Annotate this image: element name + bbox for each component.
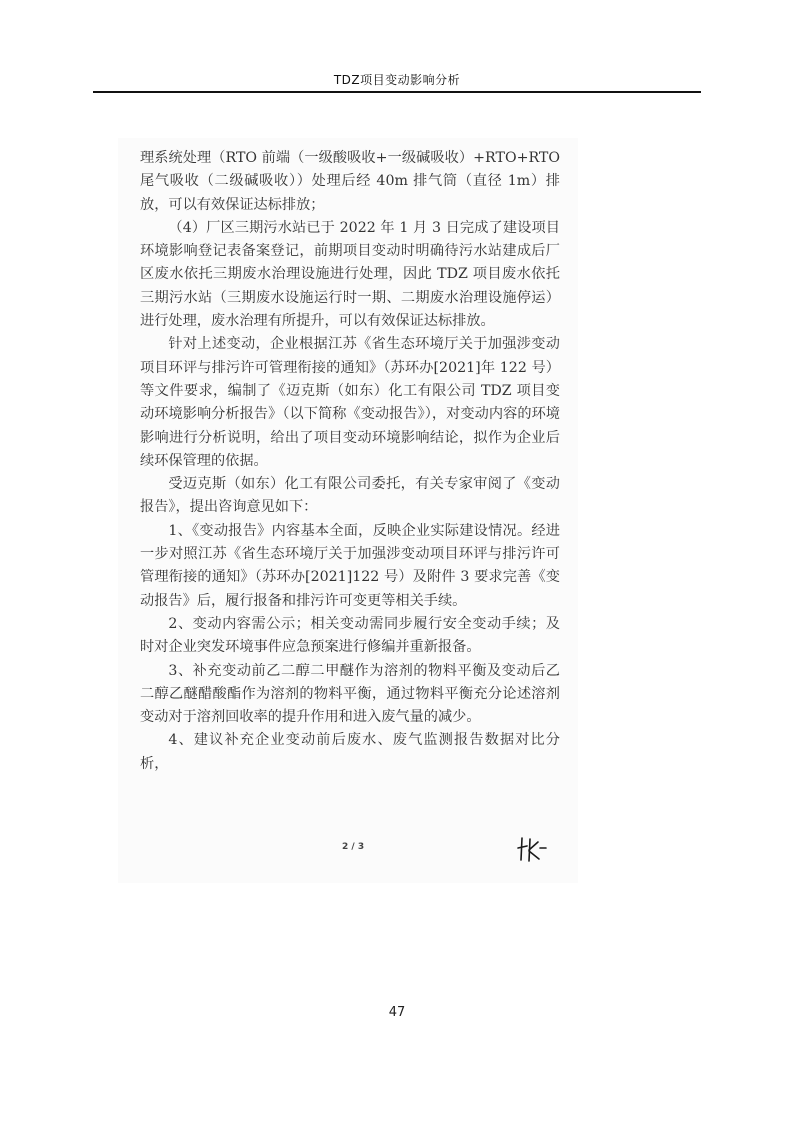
handwritten-signature	[516, 834, 556, 864]
paragraph-7: 3、补充变动前乙二醇二甲醚作为溶剂的物料平衡及变动后乙二醇乙醚醋酸酯作为溶剂的物料平衡，通过物料平衡充分论述溶剂变动对于溶剂回收率的提升作用和进入废气量的减少。	[140, 662, 560, 726]
scan-page-indicator: 2 / 3	[342, 842, 365, 852]
scanned-text-body	[140, 138, 560, 776]
paragraph-6: 2、变动内容需公示；相关变动需同步履行安全变动手续；及时对企业突发环境事件应急预案进行修编并重新报备。	[140, 615, 560, 656]
paragraph-5: 1、《变动报告》内容基本全面，反映企业实际建设情况。经进一步对照江苏《省生态环境厅关于加强涉变动项目环评与排污许可管理衔接的通知》（苏环办[2021]122 号）及附件 3 要求完善《变动报告》后，履行报备和排污许可变更等相关手续。	[140, 522, 560, 609]
paragraph-3: 针对上述变动，企业根据江苏《省生态环境厅关于加强涉变动项目环评与排污许可管理衔接的通知》（苏环办[2021]年 122 号）等文件要求，编制了《迈克斯（如东）化工有限公司 TDZ 项目变动环境影响分析报告》（以下简称《变动报告》），对变动内容的环境影响进行分析说明，给出了项目变动环境影响结论，拟作为企业后续环保管理的依据。	[140, 336, 560, 469]
paragraph-1: 理系统处理（RTO 前端（一级酸吸收+一级碱吸收）+RTO+RTO 尾气吸收（二级碱吸收））处理后经 40m 排气筒（直径 1m）排放，可以有效保证达标排放；	[140, 150, 560, 213]
header-divider	[93, 91, 701, 93]
scanned-document	[118, 138, 578, 883]
page-header-title: TDZ项目变动影响分析	[333, 73, 461, 87]
page-number: 47	[388, 1005, 406, 1020]
paragraph-4: 受迈克斯（如东）化工有限公司委托，有关专家审阅了《变动报告》，提出咨询意见如下：	[140, 476, 560, 516]
paragraph-2: （4）厂区三期污水站已于 2022 年 1 月 3 日完成了建设项目环境影响登记表备案登记，前期项目变动时明确待污水站建成后厂区废水依托三期废水治理设施进行处理，因此 TDZ 项目废水依托三期污水站（三期废水设施运行时一期、二期废水治理设施停运）进行处理，废水治理有所提升，可以有效保证达标排放。	[140, 219, 560, 330]
paragraph-8: 4、建议补充企业变动前后废水、废气监测报告数据对比分析，	[140, 732, 560, 772]
